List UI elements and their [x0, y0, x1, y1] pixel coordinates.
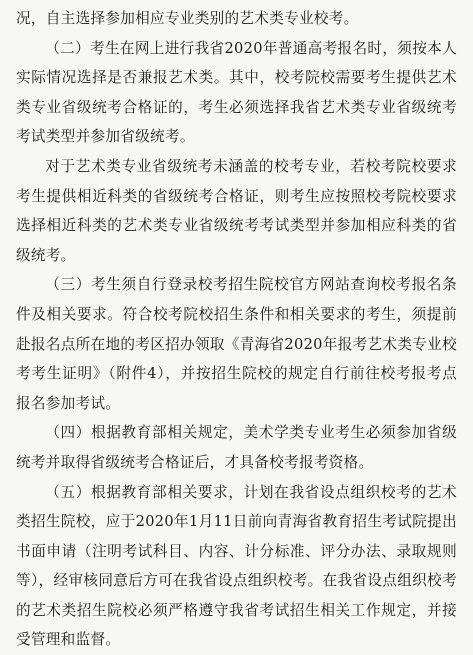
paragraph-section-3: （三）考生须自行登录校考招生院校官方网站查询校考报名条件及相关要求。符合校考院校招生条件和相关要求的考生，须提前赴报名点所在地的考区招办领取《青海省2020年报考艺术类专业校考考生证明》（附件4），并按招生院校的规定自行前往校考报考点报名参加考试。	[16, 276, 457, 412]
paragraph-continuation: 况，自主选择参加相应专业类别的艺术类专业校考。	[16, 10, 359, 27]
paragraph-section-5: （五）根据教育部相关要求，计划在我省设点组织校考的艺术类招生院校，应于2020年1月11日前向青海省教育招生考试院提出书面申请（注明考试科目、内容、计分标准、评分办法、录取规则等），经审核同意后方可在我省设点组织校考。在我省设点组织校考的艺术类招生院校必须严格遵守我省考试招生相关工作规定，并接受管理和监督。	[16, 483, 457, 649]
paragraph-section-2-note: 对于艺术类专业省级统考未涵盖的校考专业，若校考院校要求考生提供相近科类的省级统考合格证，则考生应按照校考院校要求选择相近科类的艺术类专业省级统考考试类型并参加相应科类的省级统考。	[16, 157, 457, 264]
paragraph-section-4: （四）根据教育部相关规定，美术学类专业考生必须参加省级统考并取得省级统考合格证后，才具备校考报考资格。	[16, 424, 457, 471]
paragraph-section-2: （二）考生在网上进行我省2020年普通高考报名时，须按本人实际情况选择是否兼报艺术类。其中，校考院校需要考生提供艺术类专业省级统考合格证的，考生必须选择我省艺术类专业省级统考考试类型并参加省级统考。	[16, 39, 457, 146]
